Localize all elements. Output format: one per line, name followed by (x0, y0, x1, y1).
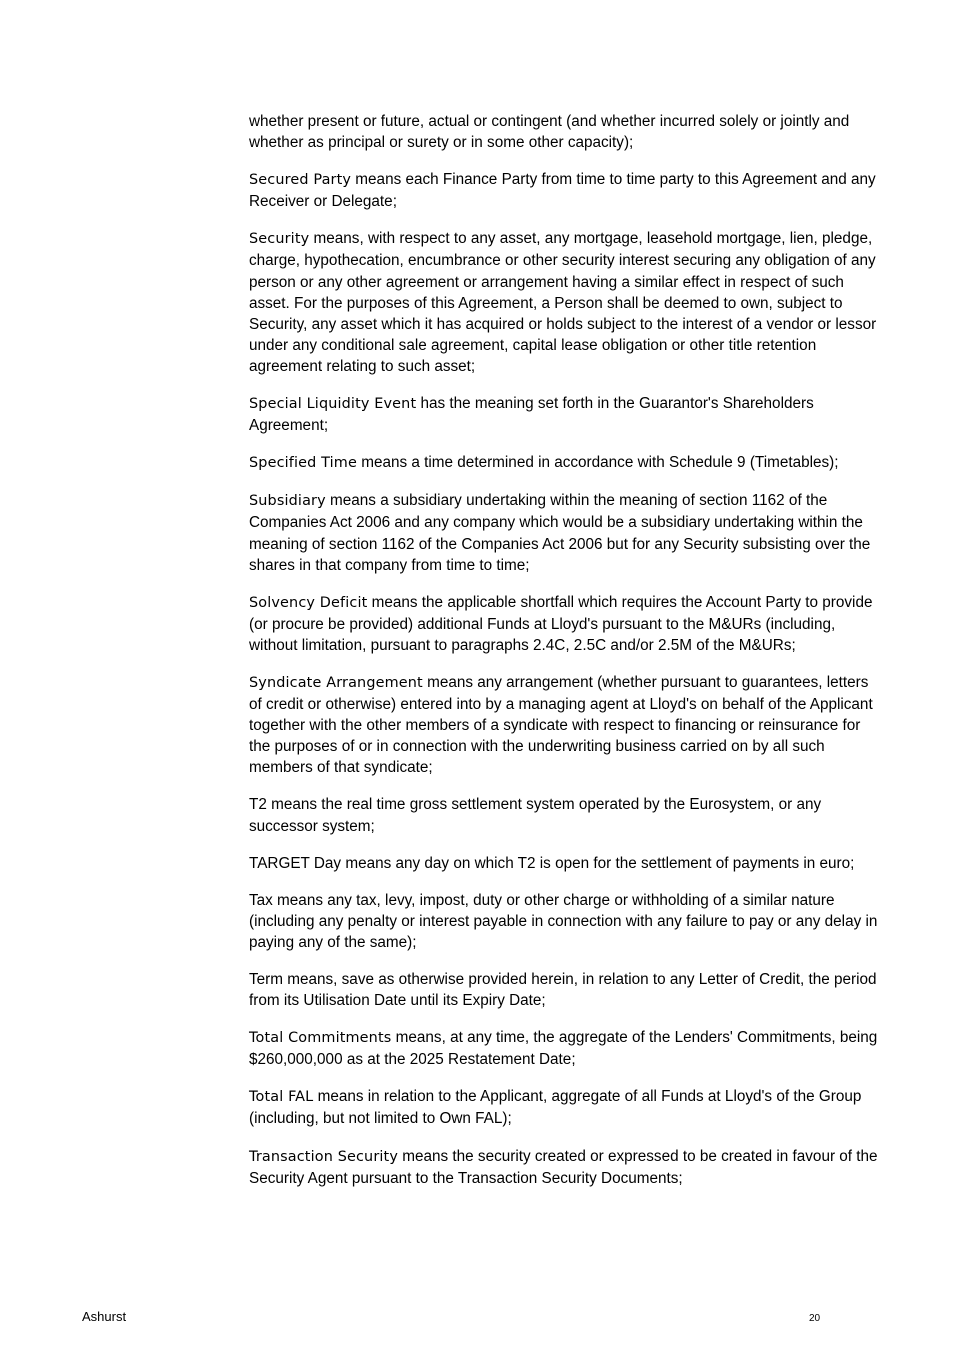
definition-security (249, 228, 881, 377)
definition-text: means any tax, levy, impost, duty or other charge or withholding of a similar nature (including any penalty or interest payable in connection with any failure to pay or any delay in paying any of the same); (249, 891, 878, 951)
definition-t2 (249, 794, 881, 836)
definition-syndicate-arrangement (249, 672, 881, 778)
definition-text: means the applicable shortfall which requires the Account Party to provide (or procure be provided) additional Funds at Lloyd's pursuant to the M&URs (including, without limitation, pursuant to paragraphs 2.4C, 2.5C and/or 2.5M of the M&URs; (249, 593, 873, 654)
definition-text: means the real time gross settlement system operated by the Eurosystem, or any successor system; (249, 796, 822, 835)
defined-term: Special Liquidity Event (249, 396, 417, 413)
definition-specified-time (249, 452, 881, 474)
definition-text: means, save as otherwise provided herein, in relation to any Letter of Credit, the period from its Utilisation Date until its Expiry Date; (249, 971, 877, 1010)
definition-text: means a subsidiary undertaking within the meaning of section 1162 of the Companies Act 2006 and any company which would be a subsidiary undertaking within the meaning of section 1162 of the Companies Act 2006 but for any Security subsisting over the shares in that company from time to time; (249, 492, 871, 574)
definition-text: means each Finance Party from time to time party to this Agreement and any Receiver or Delegate; (249, 171, 876, 211)
definition-term (249, 969, 881, 1011)
definition-special-liquidity-event (249, 393, 881, 436)
definition-text: means, with respect to any asset, any mortgage, leasehold mortgage, lien, pledge, charge, hypothecation, encumbrance or other security interest securing any obligation of any person or any other agreement or arrangement having a similar effect in respect of such asset. For the purposes of this Agreement, a Person shall be deemed to own, subject to Security, any asset which it has acquired or holds subject to the interest of a vendor or lessor under any conditional sale agreement, capital lease obligation or other title retention agreement relating to such asset; (249, 230, 877, 375)
defined-term: Term (249, 971, 283, 988)
definition-text: means any day on which T2 is open for the settlement of payments in euro; (341, 854, 855, 872)
definition-text: has the meaning set forth in the Guarantor's Shareholders Agreement; (249, 395, 814, 435)
defined-term: Secured Party (249, 172, 352, 189)
definition-text: means the security created or expressed to be created in favour of the Security Agent pursuant to the Transaction Security Documents; (249, 1147, 878, 1187)
definition-text: means any arrangement (whether pursuant to guarantees, letters of credit or otherwise) entered into by a managing agent at Lloyd's on behalf of the Applicant together with the other members of a syndicate with respect to financing or reinsurance for the purposes of or in connection with the underwriting business carried on by all such members of that syndicate; (249, 673, 873, 777)
defined-term: Total FAL (249, 1089, 314, 1106)
defined-term: Specified Time (249, 455, 357, 472)
defined-term: Solvency Deficit (249, 594, 368, 611)
paragraph-text: whether present or future, actual or contingent (and whether incurred solely or jointly and whether as principal or surety or in some other capacity); (249, 113, 850, 152)
page-number: 20 (809, 1313, 821, 1324)
defined-term: Total Commitments (249, 1030, 392, 1047)
definition-text: means a time determined in accordance with Schedule 9 (Timetables); (356, 454, 839, 472)
definition-total-fal (249, 1086, 881, 1129)
definition-tax (249, 890, 881, 953)
definition-total-commitments (249, 1027, 881, 1070)
definition-solvency-deficit (249, 592, 881, 656)
document-body (249, 111, 881, 1205)
defined-term: Security (249, 231, 310, 248)
defined-term: Syndicate Arrangement (249, 674, 423, 691)
footer-firm-name: Ashurst (82, 1309, 127, 1324)
defined-term: TARGET Day (249, 854, 342, 872)
definition-transaction-security (249, 1146, 881, 1189)
definition-target-day (249, 853, 881, 874)
defined-term: Tax (249, 891, 273, 909)
defined-term: Subsidiary (249, 493, 326, 510)
definition-secured-party (249, 169, 881, 212)
defined-term: T2 (249, 796, 267, 814)
definition-text: means, at any time, the aggregate of the Lenders' Commitments, being $260,000,000 as at the 2025 Restatement Date; (249, 1029, 878, 1069)
definition-continuation (249, 111, 881, 153)
definition-subsidiary (249, 490, 881, 575)
definition-text: means in relation to the Applicant, aggregate of all Funds at Lloyd's of the Group (including, but not limited to Own FAL); (249, 1088, 862, 1128)
defined-term: Transaction Security (249, 1148, 398, 1165)
